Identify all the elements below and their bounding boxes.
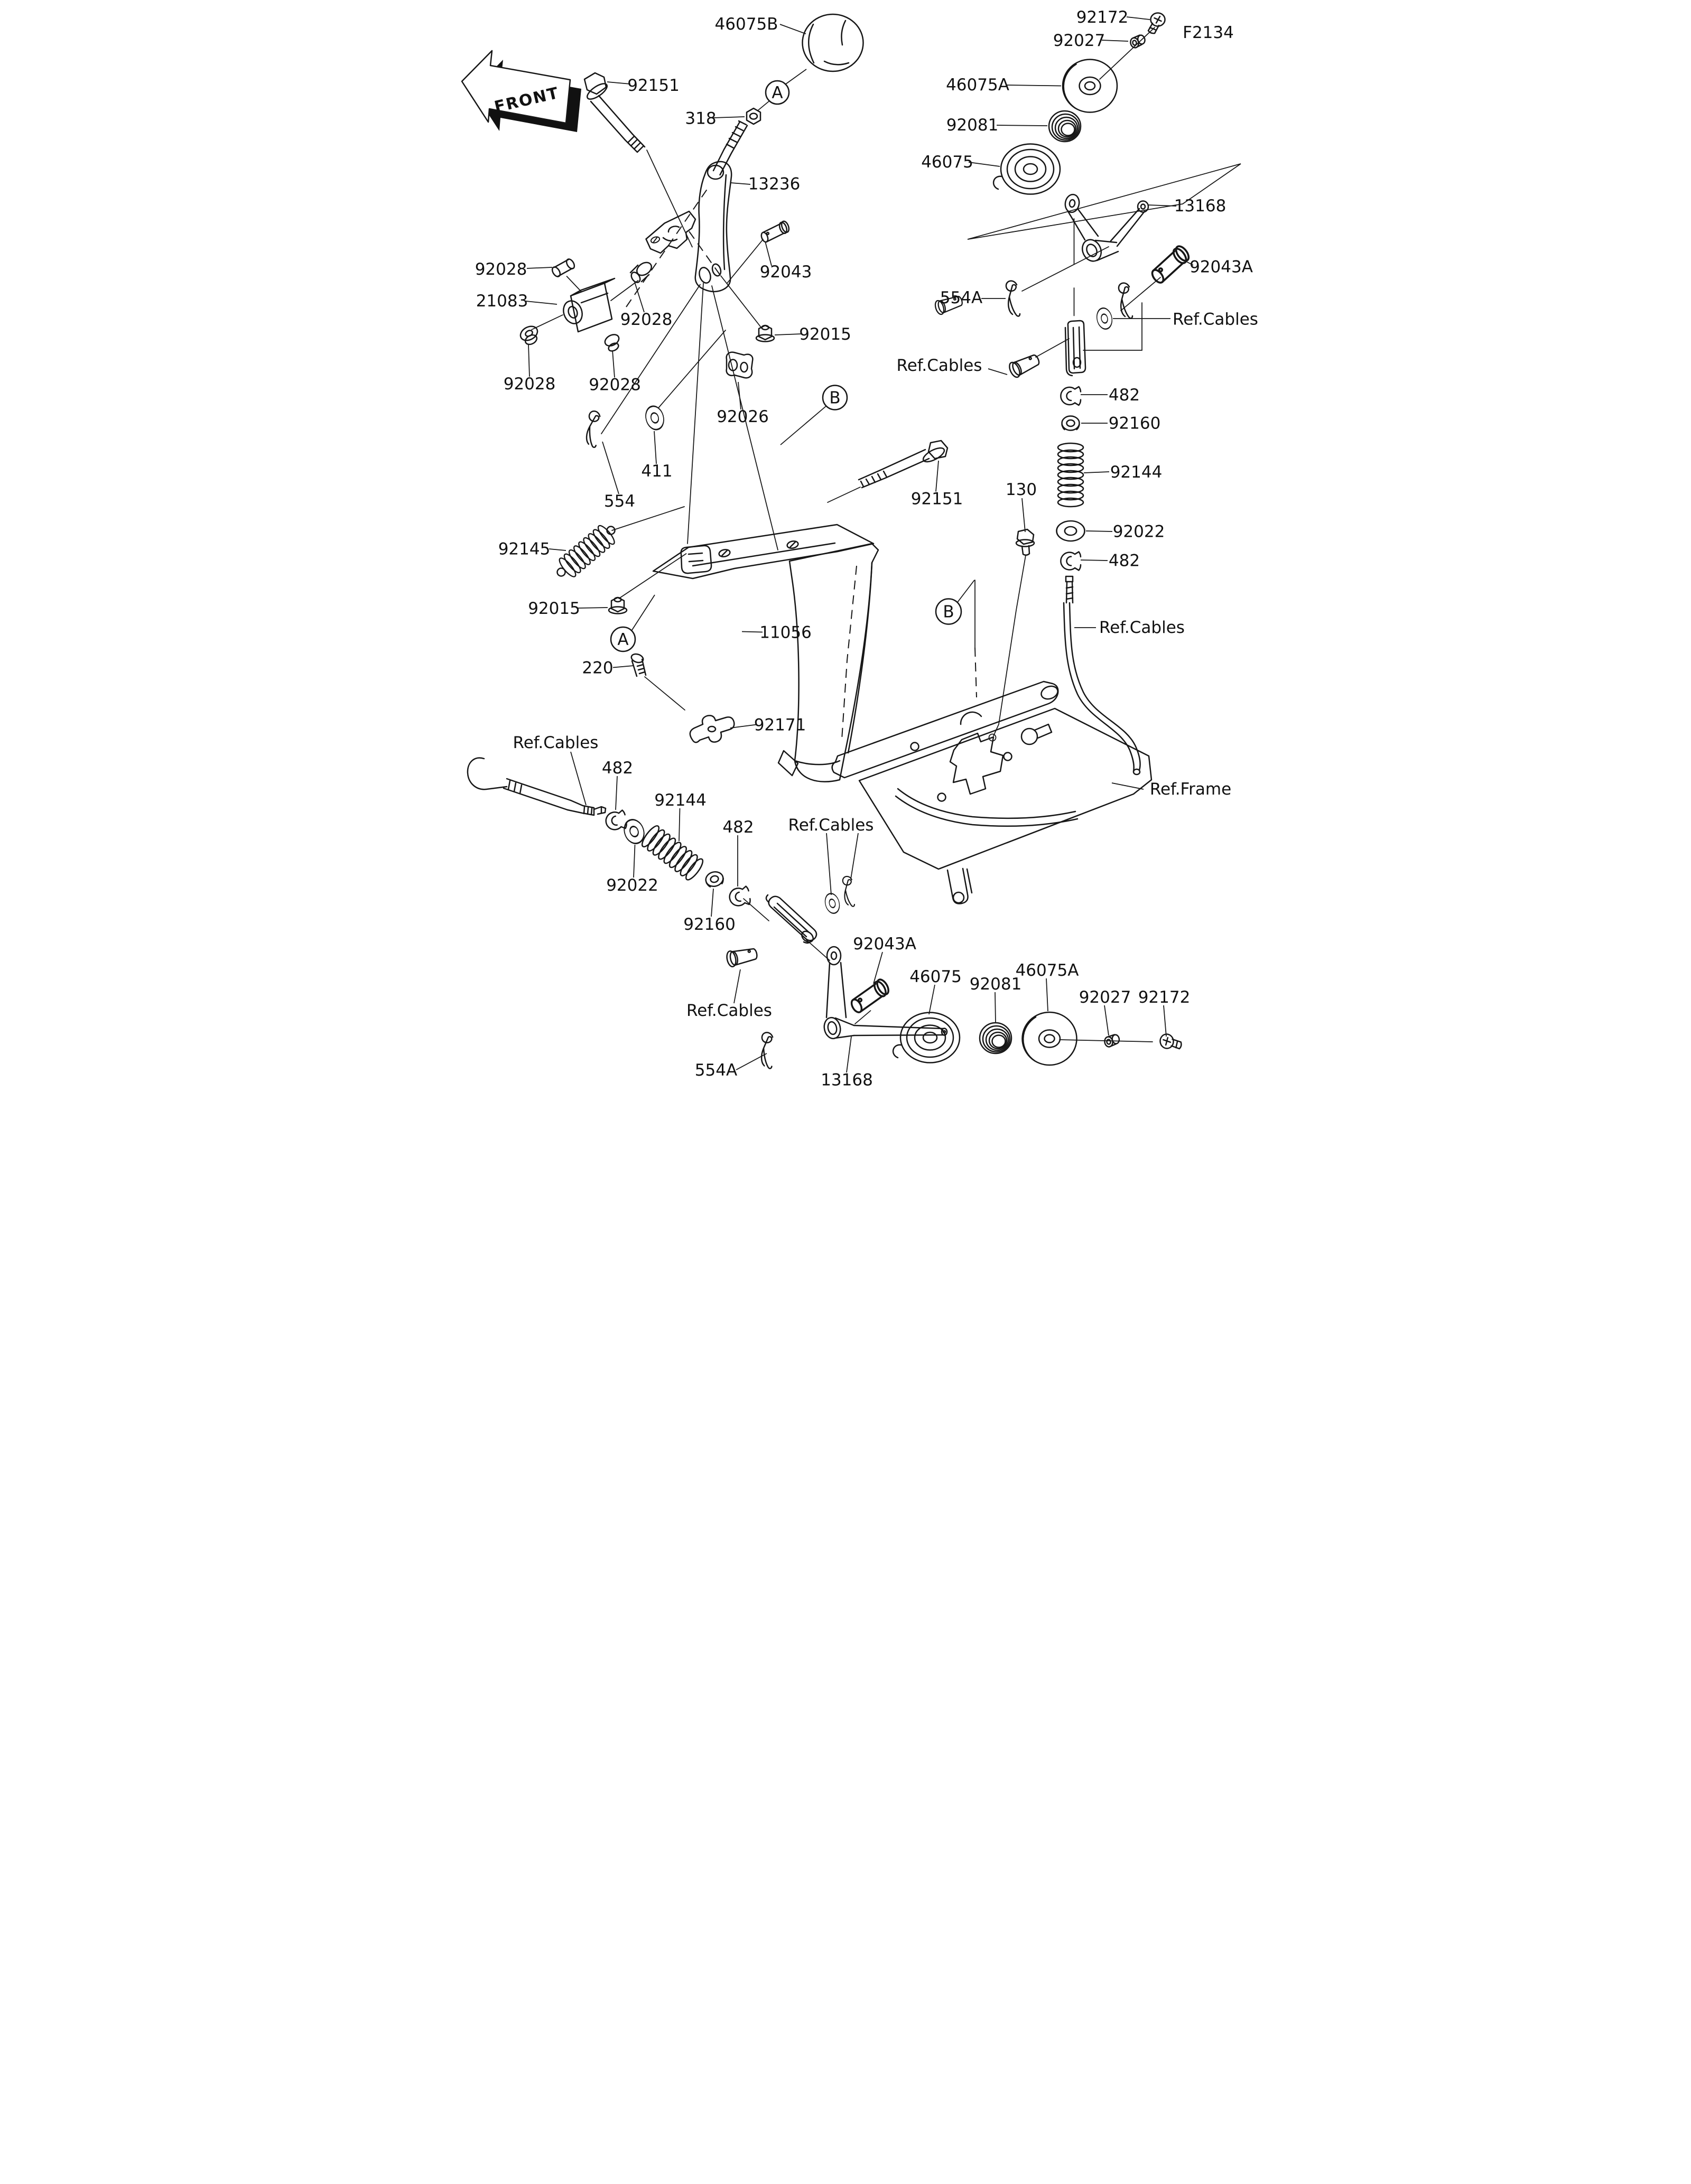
part-label: 92043A (853, 935, 916, 954)
part-label: 482 (722, 818, 754, 837)
callout-leader (781, 406, 826, 445)
part-label: 92015 (799, 325, 851, 344)
part-label: 92043A (1190, 257, 1253, 277)
callout-leader (635, 282, 644, 312)
clevis-pin-right (1007, 352, 1041, 379)
part-label: Ref.Frame (1149, 780, 1232, 799)
return-spring-92145 (557, 524, 617, 579)
cotter-pin-554a-bottom (758, 1032, 776, 1069)
section-marker-letter: B (829, 388, 841, 408)
part-label: 92171 (754, 715, 806, 735)
part-label: 411 (641, 462, 673, 481)
flange-nut-92015-b (609, 598, 627, 614)
shift-cable-lower-left (468, 758, 606, 815)
cotter-pin-554 (582, 410, 603, 447)
pin-92043a-bottom (847, 978, 891, 1014)
callout-leader (1104, 1005, 1109, 1035)
part-label: 92144 (1110, 463, 1163, 482)
part-label: 554A (694, 1061, 738, 1080)
part-label: 554 (603, 492, 636, 511)
callout-leader (969, 162, 1000, 166)
callout-leader (1006, 85, 1061, 86)
callout-leader (549, 549, 566, 550)
callout-leader (786, 69, 806, 84)
callout-leader (571, 752, 586, 805)
callout-leader (851, 833, 858, 879)
washer-92022-r (1057, 521, 1085, 541)
callout-leader (1084, 472, 1109, 473)
callout-leader (929, 985, 935, 1014)
callout-leader (1046, 978, 1048, 1011)
pedal-bracket-11056 (653, 525, 878, 782)
figure-code: F2134 (1183, 23, 1234, 42)
callout-leader (654, 431, 656, 464)
callout-labels (475, 8, 1258, 1090)
callout-leader (1148, 205, 1176, 206)
part-label: 92028 (503, 375, 556, 394)
callout-leader (679, 808, 680, 841)
cable-clamp-92026 (727, 352, 753, 378)
callout-leader (1081, 560, 1108, 561)
cotter-pin-refcable (1119, 283, 1132, 319)
sleeve-92028-a (551, 258, 576, 278)
callout-leader (528, 344, 529, 377)
front-label: FRONT (493, 83, 561, 117)
callout-leader (958, 580, 975, 603)
bushing-92028-b (629, 260, 654, 284)
callout-leader (526, 301, 557, 304)
diagram-page (423, 0, 1268, 1092)
part-label: 92026 (717, 407, 769, 426)
part-label: 130 (1005, 480, 1037, 499)
callout-leader (847, 1037, 851, 1072)
part-label: 92028 (620, 310, 673, 329)
section-marker-letter: B (943, 602, 954, 622)
part-label: 92081 (969, 975, 1022, 994)
part-label: 318 (685, 109, 717, 128)
callout-leader (780, 24, 806, 34)
bushing-92027-top (1129, 34, 1146, 49)
part-label: 92151 (910, 489, 963, 509)
spring-92144-r (1058, 443, 1083, 507)
part-label: 482 (601, 759, 634, 778)
cable-joint-bottom (766, 895, 816, 944)
shift-shaft-lever-13168-top (1064, 193, 1148, 264)
callout-leader (731, 183, 750, 184)
cotter-pin-554a-top (1006, 281, 1020, 316)
part-label: 92028 (475, 260, 527, 279)
callout-leader (1102, 40, 1128, 41)
callout-leader (602, 442, 619, 494)
spring-92081-bottom (980, 1023, 1011, 1053)
shift-knob-46075b (803, 14, 863, 71)
part-label: 13168 (821, 1070, 873, 1090)
callout-leader (988, 369, 1007, 375)
section-marker-letter: A (772, 83, 783, 102)
callout-leader (616, 776, 617, 810)
part-label: Ref.Cables (788, 816, 874, 835)
part-label: 92081 (946, 116, 999, 135)
part-label: 92028 (589, 375, 641, 395)
part-label: 92027 (1053, 31, 1105, 50)
part-label: 13236 (748, 174, 801, 194)
spring-92081-top (1049, 111, 1081, 142)
gear-shift-lever-13236 (695, 121, 747, 292)
part-label: 92022 (1112, 522, 1165, 542)
part-label: 11056 (759, 623, 812, 642)
sleeve-92028-d (603, 332, 621, 352)
callout-leader (995, 992, 996, 1023)
washer-411 (643, 404, 666, 432)
shift-knob-46075-top (993, 144, 1060, 194)
callout-leader (1112, 783, 1144, 789)
callout-leader (734, 969, 740, 1003)
cable-clamp-92171 (690, 715, 734, 742)
callout-leader (765, 241, 772, 266)
callout-leader (826, 833, 831, 895)
section-marker-letter: A (617, 630, 629, 649)
callout-leader (711, 889, 713, 917)
e-clip-482-r1 (1061, 387, 1081, 405)
flange-nut-92015-a (756, 325, 774, 342)
callout-leader (936, 461, 939, 492)
callout-leader (612, 350, 615, 378)
callout-leaders (526, 17, 1193, 1072)
part-label: 482 (1108, 551, 1140, 571)
cotter-pin-bc (843, 876, 854, 907)
e-clip-482-r2 (1061, 552, 1081, 571)
part-label: 21083 (476, 292, 528, 311)
bushing-92160-bl (704, 870, 725, 889)
part-label: 46075A (1015, 961, 1079, 980)
part-label: 92015 (528, 599, 580, 618)
part-label: 46075 (921, 153, 973, 172)
callout-leader (757, 101, 769, 111)
washer-refcable (1095, 307, 1114, 331)
part-label: 92022 (606, 876, 658, 895)
part-label: 482 (1108, 386, 1140, 405)
part-label: 92151 (627, 76, 680, 95)
part-label: 92160 (1108, 414, 1161, 433)
knob-cover-46075a-top (1063, 60, 1117, 113)
part-label: Ref.Cables (686, 1001, 772, 1020)
bolt-130 (1016, 529, 1034, 555)
callout-leader (634, 845, 635, 878)
screw-92172-bottom (1159, 1032, 1182, 1052)
parts-diagram-canvas (423, 0, 1268, 1092)
pivot-block-21083 (561, 278, 615, 332)
part-label: 92145 (498, 539, 551, 559)
clevis-pin-bottom (726, 946, 758, 967)
cable-joint-right (1065, 321, 1085, 376)
part-label: Ref.Cables (1099, 618, 1185, 637)
part-label: 46075A (946, 76, 1009, 95)
callout-leader (613, 666, 634, 668)
part-label: 92027 (1079, 988, 1131, 1007)
spring-92144-bl (639, 824, 705, 882)
locknut-318 (747, 108, 760, 124)
part-label: Ref.Cables (513, 733, 599, 752)
part-label: 554A (940, 288, 983, 307)
pin-92043a-top (1147, 244, 1193, 285)
part-label: Ref.Cables (1173, 310, 1258, 329)
bushing-92160-r (1062, 416, 1080, 431)
screw-220 (630, 652, 646, 676)
callout-leader (631, 595, 655, 631)
part-label: 13168 (1174, 197, 1227, 216)
shift-knob-46075-bottom (893, 1013, 960, 1063)
cable-right (1064, 576, 1140, 774)
callout-leader (1127, 17, 1150, 20)
callout-leader (775, 334, 802, 335)
part-label: 92144 (654, 791, 707, 810)
part-label: Ref.Cables (896, 356, 982, 375)
callout-leader (713, 117, 745, 118)
callout-leader (997, 125, 1047, 126)
part-label: 46075B (714, 15, 778, 34)
screw-92172-top (1148, 13, 1165, 34)
bolt-92151-b (859, 441, 947, 488)
part-label: 220 (582, 658, 614, 678)
part-label: 92160 (683, 915, 736, 934)
front-arrow (462, 51, 581, 132)
callout-leader (607, 82, 630, 84)
washer-bc (823, 892, 842, 914)
part-label: 92172 (1138, 988, 1191, 1007)
e-clip-482-bl2 (728, 886, 751, 908)
callout-leader (738, 382, 741, 409)
callout-leader (527, 267, 552, 268)
part-label: 92043 (759, 263, 812, 282)
callout-leader (1164, 1005, 1166, 1037)
knob-cover-46075a-bottom (1023, 1012, 1077, 1065)
callout-leader (1022, 498, 1025, 532)
part-label: 92172 (1076, 8, 1129, 27)
pin-92043 (759, 220, 791, 243)
part-label: 46075 (909, 967, 962, 986)
